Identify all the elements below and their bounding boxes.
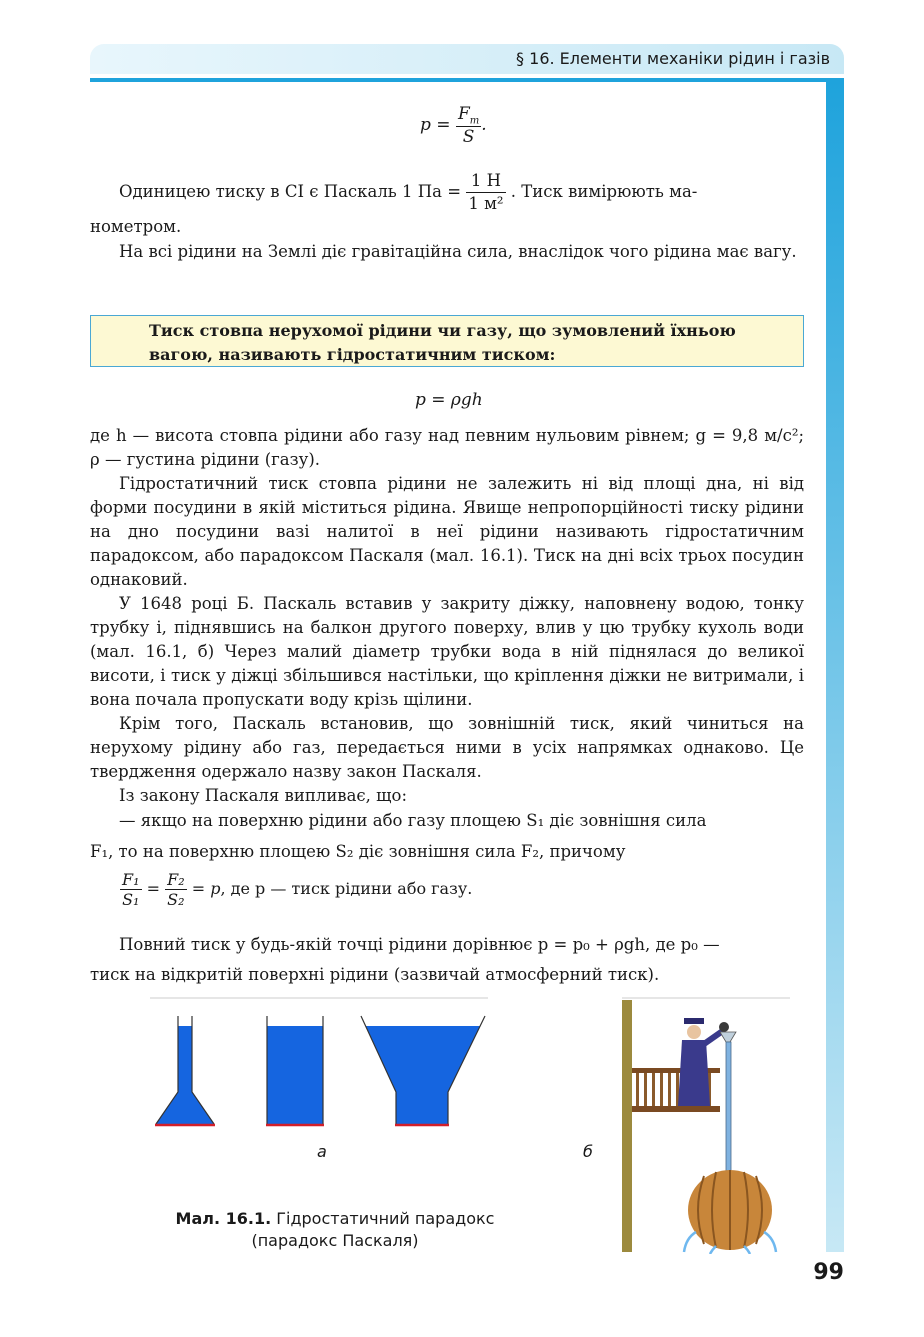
formula-fraction (456, 104, 481, 147)
paragraph-paradox: Гідростатичний тиск стовпа рідини не залежить ні від площі дна, ні від форми посудини в якій міститься рідина. Явище непропорційності тиску рідини на дно посудини вазі налитої в неї рідини називають гідростатичним парадоксом, або парадоксом Паскаля (мал. 16.1). Тиск на дні всіх трьох посудин однаковий. (90, 474, 804, 589)
paragraph-history: У 1648 році Б. Паскаль вставив у закриту діжку, наповнену водою, тонку трубку і, піднявшись на балкон другого поверху, влив у цю трубку кухоль води (мал. 16.1, б) Через малий діаметр трубки вода в ній піднялася до великої висоти, і тиск у діжці збільшився настільки, що кріплення діжки не витримали, і вона почала пропускати воду крізь щілини. (90, 594, 804, 709)
paragraph-total-pressure-line2: тиск на відкритій поверхні рідини (зазвичай атмосферний тиск). (90, 965, 660, 984)
formula-denominator: S (462, 127, 475, 148)
section-title: § 16. Елементи механіки рідин і газів (516, 49, 830, 68)
building-wall (622, 1000, 632, 1252)
ratio-numerator-2: F₂ (167, 870, 185, 889)
person-robe (678, 1040, 710, 1106)
person-head (687, 1025, 701, 1039)
para1-before: Одиницею тиску в СІ є Паскаль (119, 182, 403, 201)
paragraph-pascal-unit (90, 170, 804, 215)
formula-subscript: т (469, 115, 480, 127)
jug (719, 1022, 729, 1032)
figure-label-a: а (317, 1142, 327, 1161)
vessels-illustration (150, 996, 490, 1136)
formula-numerator: F (457, 104, 470, 124)
ratio-denominator-2: S₂ (167, 890, 185, 909)
para1-continuation: нометром. (90, 217, 182, 236)
para1-fraction (466, 170, 505, 215)
vessel-3-water (366, 1026, 480, 1124)
ratio-numerator-1: F₁ (122, 870, 140, 889)
ratio-denominator-1: S₁ (122, 890, 140, 909)
para1-after: . Тиск вимірюють ма- (510, 182, 698, 201)
ratio-tail: , де p — тиск рідини або газу. (220, 879, 473, 898)
thin-tube (726, 1042, 731, 1178)
hydrostatic-formula: p = ρgh (415, 390, 483, 410)
balcony-floor (632, 1106, 720, 1112)
caption-subtitle: (парадокс Паскаля) (251, 1231, 419, 1250)
definition-text: Тиск стовпа нерухомої рідини чи газу, що зумовлений їхньою вагою, називають гідростатичним тиском: (149, 321, 736, 364)
ratio-fraction-2 (165, 870, 187, 909)
paragraph-total-pressure-line1: Повний тиск у будь-якій точці рідини дорівнює p = p₀ + ρgh, де p₀ — (119, 935, 720, 954)
definition-box (90, 315, 804, 367)
figure-caption (150, 1208, 520, 1252)
section-header (90, 44, 844, 74)
paragraph-pascal-law: Крім того, Паскаль встановив, що зовнішній тиск, який чиниться на нерухому рідину або газ, передається ними в усіх напрямках однаково. Це твердження одержало назву закон Паскаля. (90, 714, 804, 781)
vessel-1-water (156, 1026, 214, 1124)
funnel (720, 1032, 736, 1042)
side-stripe (826, 82, 844, 1252)
paragraph-variables: де h — висота стовпа рідини або газу над певним нульовим рівнем; g = 9,8 м/с²; ρ — густина рідини (газу). (90, 426, 804, 469)
formula-lhs: p = (420, 115, 451, 136)
person-hat (684, 1018, 704, 1024)
para1-numerator: 1 Н (466, 170, 505, 193)
caption-title: Гідростатичний парадокс (271, 1209, 495, 1228)
formula-end: . (481, 115, 487, 136)
pascal-barrel-illustration (620, 996, 792, 1254)
paragraph-consequence: Із закону Паскаля випливає, що: (119, 786, 408, 805)
paragraph-forces-line2: F₁, то на поверхню площею S₂ діє зовнішня сила F₂, причому (90, 842, 626, 861)
para1-unit: 1 Па = (402, 182, 462, 201)
pascal-ratio-formula: $\frac{\text{F₁}}{\text{S₁}}$ = $\frac{\text{F₂}}{\text{S₂}}$ = p, де p — тиск рідини або газу. (122, 870, 473, 909)
page-number: 99 (813, 1260, 844, 1285)
para1-denominator: 1 м² (468, 194, 504, 213)
ratio-fraction-1 (120, 870, 142, 909)
pressure-formula (420, 104, 487, 147)
caption-number: Мал. 16.1. (175, 1209, 272, 1228)
figure-label-b: б (583, 1142, 593, 1161)
vessel-2-water (267, 1026, 323, 1124)
paragraph-gravity: На всі рідини на Землі діє гравітаційна сила, внаслідок чого рідина має вагу. (119, 242, 797, 261)
header-divider (90, 78, 844, 82)
paragraph-forces-line1: — якщо на поверхню рідини або газу площею S₁ діє зовнішня сила (119, 811, 707, 830)
ratio-rest: = p (191, 879, 221, 898)
